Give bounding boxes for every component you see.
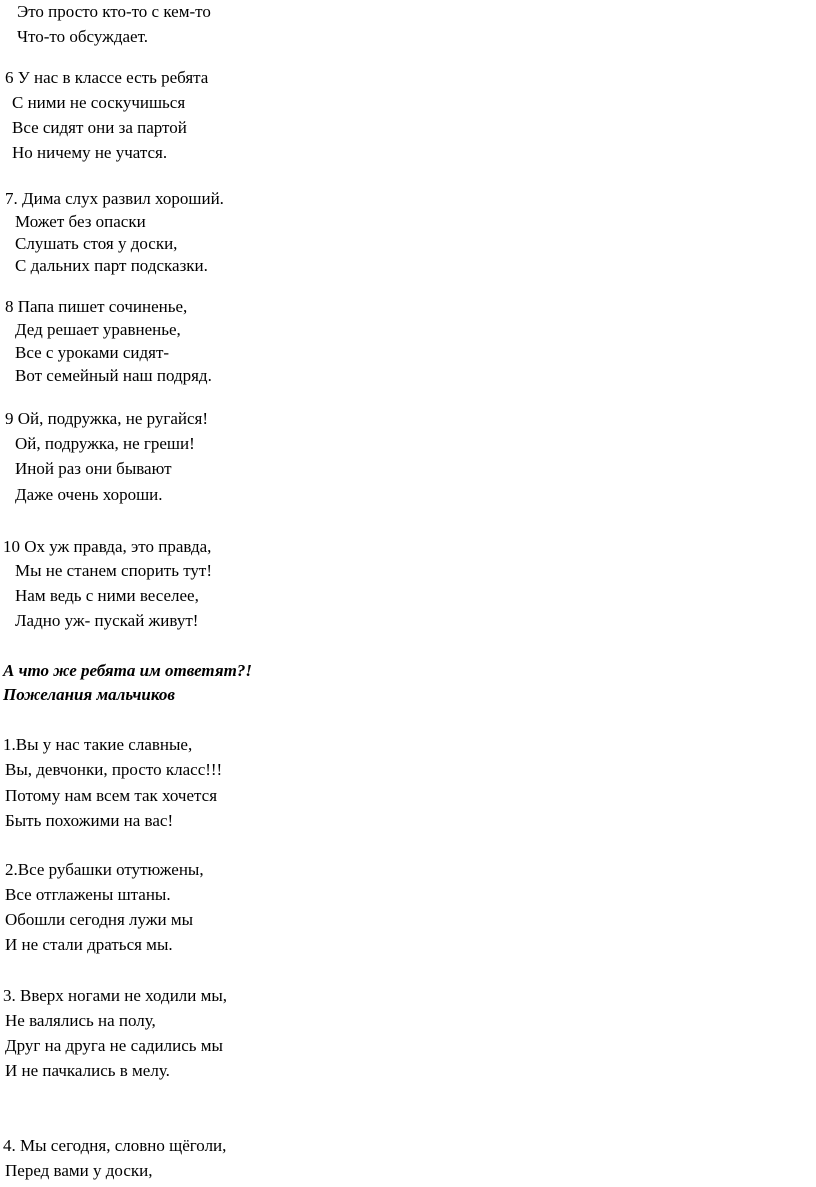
verse-7-line-4: С дальних парт подсказки. [15, 256, 208, 275]
verse-8-line-2: Дед решает уравненье, [15, 320, 181, 339]
verse-9-line-3: Иной раз они бывают [15, 459, 172, 478]
boys-verse-3-line-4: И не пачкались в мелу. [5, 1061, 170, 1080]
boys-verse-2-line-2: Все отглажены штаны. [5, 885, 171, 904]
verse-9-line-1: 9 Ой, подружка, не ругайся! [5, 409, 209, 428]
boys-verse-3-line-1: 3. Вверх ногами не ходили мы, [3, 986, 228, 1005]
boys-verse-4-line-2: Перед вами у доски, [5, 1161, 153, 1180]
verse-6-line-4: Но ничему не учатся. [12, 143, 168, 162]
question-heading: А что же ребята им ответят?! [3, 661, 252, 680]
boys-verse-2-line-1: 2.Все рубашки отутюжены, [5, 860, 204, 879]
verse-10-line-3: Нам ведь с ними веселее, [15, 586, 199, 605]
verse-10-line-2: Мы не станем спорить тут! [15, 561, 213, 580]
verse-9-line-4: Даже очень хороши. [15, 485, 163, 504]
boys-verse-1-line-3: Потому нам всем так хочется [5, 786, 218, 805]
verse-6-line-3: Все сидят они за партой [12, 118, 187, 137]
verse-6-line-2: С ними не соскучишься [12, 93, 186, 112]
verse-7-line-1: 7. Дима слух развил хороший. [5, 189, 224, 208]
verse-9-line-2: Ой, подружка, не греши! [15, 434, 195, 453]
verse-7-line-3: Слушать стоя у доски, [15, 234, 178, 253]
verse-8-line-3: Все с уроками сидят- [15, 343, 170, 362]
section-heading: Пожелания мальчиков [3, 685, 175, 704]
boys-verse-2-line-3: Обошли сегодня лужи мы [5, 910, 194, 929]
boys-verse-3-line-3: Друг на друга не садились мы [5, 1036, 223, 1055]
boys-verse-4-line-1: 4. Мы сегодня, словно щёголи, [3, 1136, 227, 1155]
verse-7-line-2: Может без опаски [15, 212, 146, 231]
verse-8-line-1: 8 Папа пишет сочиненье, [5, 297, 188, 316]
boys-verse-3-line-2: Не валялись на полу, [5, 1011, 156, 1030]
poem-line: Что-то обсуждает. [17, 27, 149, 46]
verse-10-line-1: 10 Ох уж правда, это правда, [3, 537, 212, 556]
boys-verse-2-line-4: И не стали драться мы. [5, 935, 173, 954]
boys-verse-1-line-4: Быть похожими на вас! [5, 811, 174, 830]
poem-line: Это просто кто-то с кем-то [17, 2, 211, 21]
boys-verse-1-line-1: 1.Вы у нас такие славные, [3, 735, 193, 754]
verse-10-line-4: Ладно уж- пускай живут! [15, 611, 199, 630]
verse-8-line-4: Вот семейный наш подряд. [15, 366, 212, 385]
boys-verse-1-line-2: Вы, девчонки, просто класс!!! [5, 760, 223, 779]
verse-6-line-1: 6 У нас в классе есть ребята [5, 68, 209, 87]
